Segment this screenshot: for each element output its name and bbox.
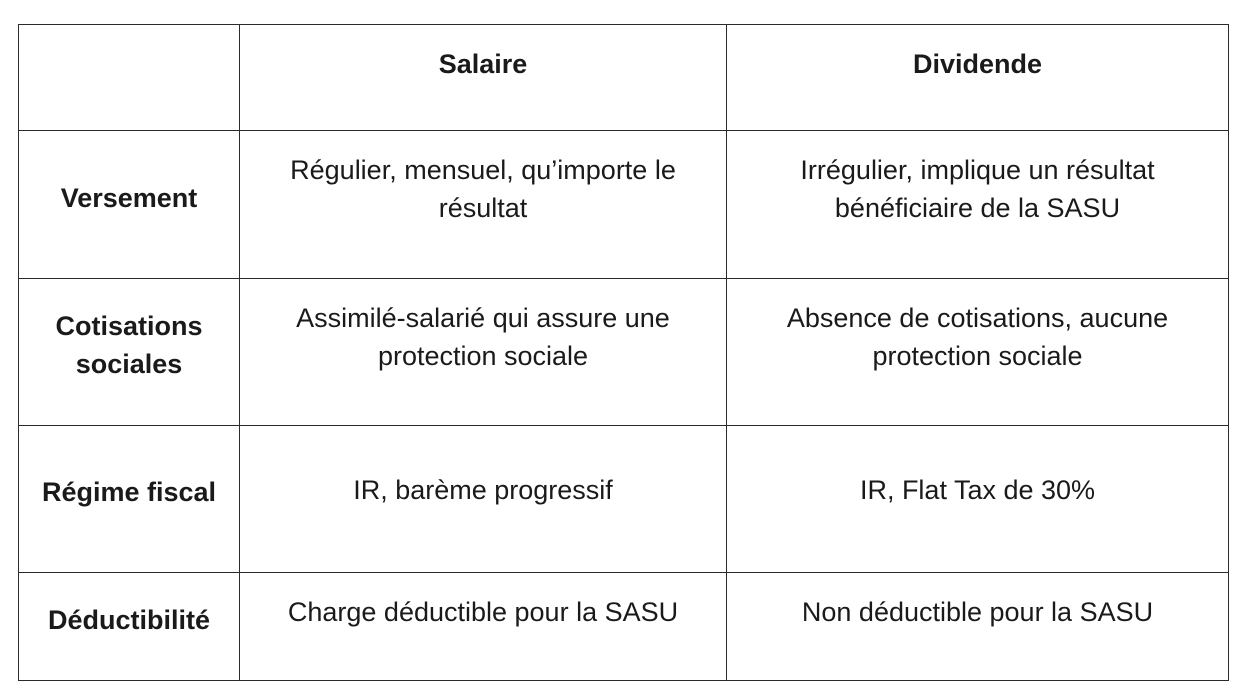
header-cell-dividende: Dividende: [727, 25, 1229, 131]
cell-dividende: Irrégulier, implique un résultat bénéficiaire de la SASU: [727, 131, 1229, 279]
table-header-row: [19, 25, 1229, 131]
cell-salaire: Assimilé-salarié qui assure une protection sociale: [240, 279, 727, 426]
comparison-table: [18, 24, 1229, 681]
table-row: [19, 279, 1229, 426]
cell-dividende: IR, Flat Tax de 30%: [727, 426, 1229, 573]
row-label-deductibilite: Déductibilité: [19, 573, 240, 681]
table-row: [19, 426, 1229, 573]
table-row: [19, 573, 1229, 681]
cell-salaire: Régulier, mensuel, qu’importe le résultat: [240, 131, 727, 279]
row-label-cotisations: Cotisations sociales: [19, 279, 240, 426]
cell-dividende: Absence de cotisations, aucune protection sociale: [727, 279, 1229, 426]
cell-dividende: Non déductible pour la SASU: [727, 573, 1229, 681]
cell-salaire: Charge déductible pour la SASU: [240, 573, 727, 681]
header-cell-salaire: Salaire: [240, 25, 727, 131]
row-label-regime-fiscal: Régime fiscal: [19, 426, 240, 573]
row-label-versement: Versement: [19, 131, 240, 279]
header-cell-empty: [19, 25, 240, 131]
cell-salaire: IR, barème progressif: [240, 426, 727, 573]
table-row: [19, 131, 1229, 279]
